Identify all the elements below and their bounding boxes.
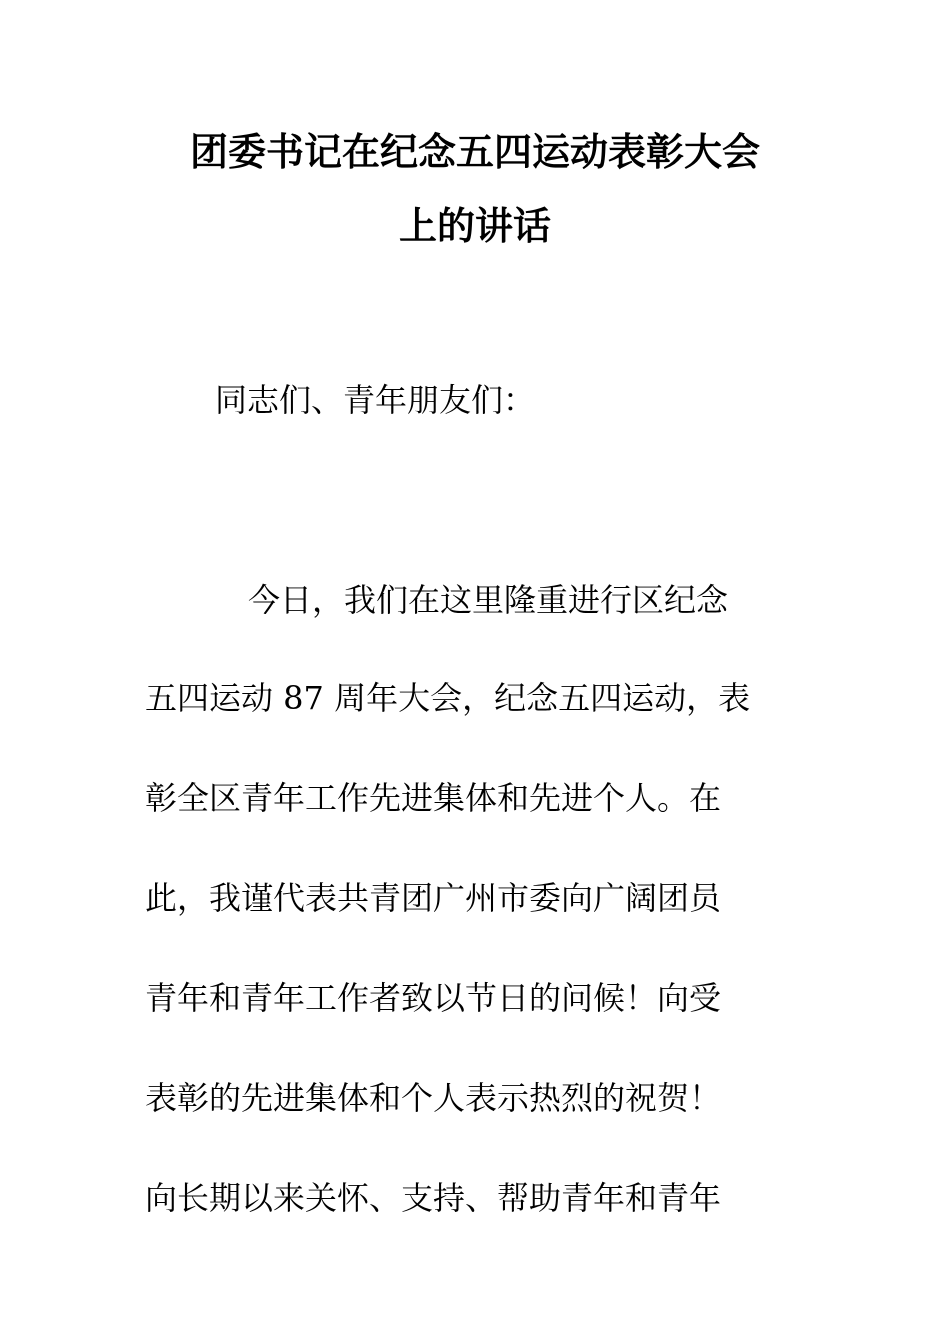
document-title-line-2: 上的讲话 (398, 203, 551, 248)
salutation: 同志们、青年朋友们： (215, 381, 536, 419)
body-text-line: 向长期以来关怀、支持、帮助青年和青年 (145, 1179, 722, 1217)
body-text-line: 此，我谨代表共青团广州市委向广阔团员 (145, 879, 722, 917)
body-text-line: 五四运动 87 周年大会，纪念五四运动，表 (145, 679, 751, 717)
body-text-line: 表彰的先进集体和个人表示热烈的祝贺！ (145, 1079, 722, 1117)
body-text-line: 青年和青年工作者致以节日的问候！向受 (145, 979, 722, 1017)
body-text-line: 今日，我们在这里隆重进行区纪念 (248, 581, 729, 619)
body-text-line: 彰全区青年工作先进集体和先进个人。在 (145, 779, 722, 817)
document-title-line-1: 团委书记在纪念五四运动表彰大会 (189, 129, 760, 174)
